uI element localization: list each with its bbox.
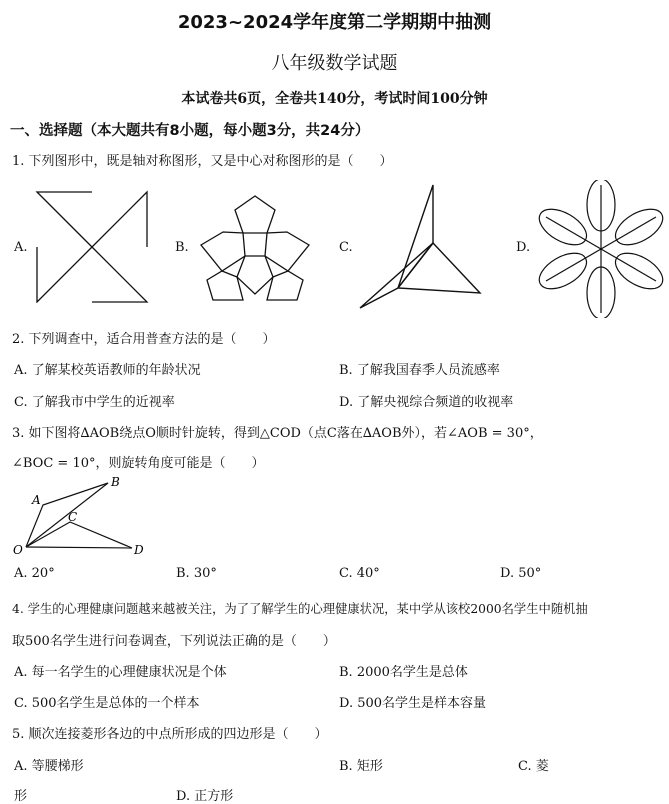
q2-option-d: D. 了解央视综合频道的收视率 xyxy=(339,395,514,410)
q2-option-a: A. 了解某校英语教师的年龄状况 xyxy=(14,363,201,378)
q1-figure-b-pentagons xyxy=(195,190,315,304)
q4-option-a: A. 每一名学生的心理健康状况是个体 xyxy=(14,665,227,680)
q5-option-d: D. 正方形 xyxy=(176,789,234,804)
exam-info: 本试卷共6页，全卷共140分，考试时间100分钟 xyxy=(181,91,488,107)
q5-option-b: B. 矩形 xyxy=(339,759,383,774)
q3-point-o: O xyxy=(13,543,23,557)
q2-option-c: C. 了解我市中学生的近视率 xyxy=(14,395,175,410)
q3-option-a: A. 20° xyxy=(14,566,55,581)
q3-rotation-figure xyxy=(10,474,160,562)
q4-option-c: C. 500名学生是总体的一个样本 xyxy=(14,696,200,711)
q1-label-d: D. xyxy=(516,240,531,255)
q3-point-a: A xyxy=(32,493,41,507)
q1-figure-c-triangles xyxy=(358,183,488,313)
q4-option-b: B. 2000名学生是总体 xyxy=(339,665,468,680)
section-title: 一、选择题（本大题共有8小题，每小题3分，共24分） xyxy=(10,123,370,139)
q5-option-c: C. 菱 xyxy=(518,759,549,774)
q3-option-b: B. 30° xyxy=(176,566,217,581)
q5-option-c-continued: 形 xyxy=(14,789,28,804)
q3-point-c: C xyxy=(68,510,78,524)
q2-option-b: B. 了解我国春季人员流感率 xyxy=(339,363,500,378)
q3-point-b: B xyxy=(111,475,120,489)
exam-title: 2023~2024学年度第二学期期中抽测 xyxy=(177,12,492,33)
question-3-line1: 3. 如下图将∆AOB绕点O顺时针旋转，得到△COD（点C落在∆AOB外），若∠AOB = 30°， xyxy=(12,426,543,441)
q3-option-c: C. 40° xyxy=(339,566,380,581)
exam-subtitle: 八年级数学试题 xyxy=(271,53,398,74)
q5-option-a: A. 等腰梯形 xyxy=(14,759,84,774)
question-4-line2: 取500名学生进行问卷调查，下列说法正确的是（ ） xyxy=(12,634,336,649)
q1-label-b: B. xyxy=(175,240,189,255)
question-4-line1: 4. 学生的心理健康问题越来越被关注，为了了解学生的心理健康状况，某中学从该校2000名学生中随机抽 xyxy=(12,602,588,616)
question-3-line2: ∠BOC = 10°，则旋转角度可能是（ ） xyxy=(12,456,265,471)
question-1-text: 1. 下列图形中，既是轴对称图形，又是中心对称图形的是（ ） xyxy=(12,154,393,169)
q3-point-d: D xyxy=(134,543,144,557)
q1-label-c: C. xyxy=(339,240,353,255)
q4-option-d: D. 500名学生是样本容量 xyxy=(339,696,487,711)
q1-figure-a-pinwheel xyxy=(35,190,150,303)
question-5-text: 5. 顺次连接菱形各边的中点所形成的四边形是（ ） xyxy=(12,727,328,742)
q1-figure-d-flower xyxy=(537,180,665,318)
q1-label-a: A. xyxy=(14,240,28,255)
question-2-text: 2. 下列调查中，适合用普查方法的是（ ） xyxy=(12,332,276,347)
q3-option-d: D. 50° xyxy=(500,566,542,581)
